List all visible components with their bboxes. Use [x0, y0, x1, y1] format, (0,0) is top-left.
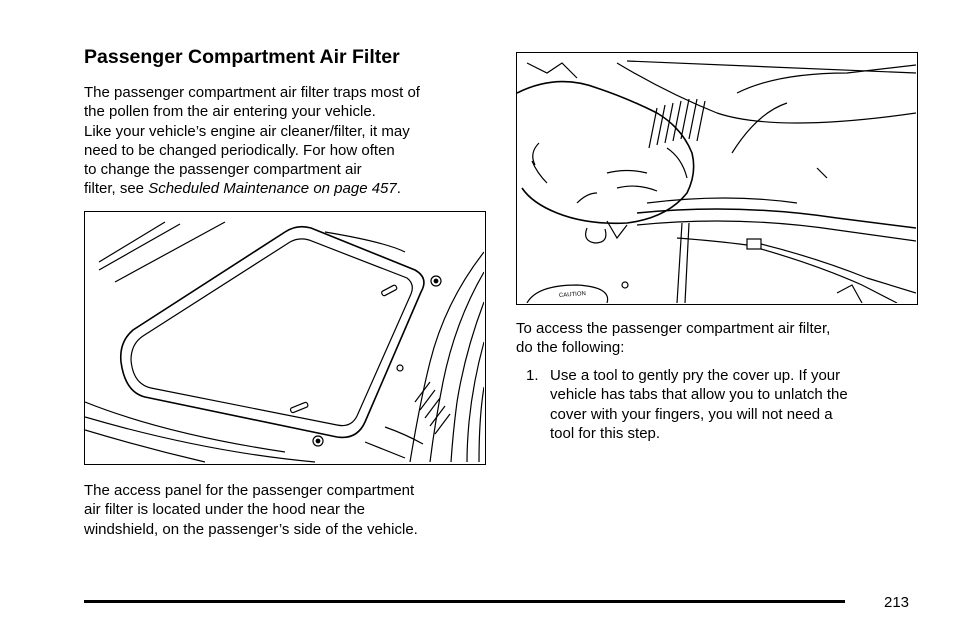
- access-intro-line: To access the passenger compartment air filter,: [516, 320, 831, 337]
- access-panel-drawing: [85, 212, 484, 463]
- intro-paragraph: [84, 83, 420, 199]
- intro-line: need to be changed periodically. For how often: [84, 141, 395, 159]
- scheduled-maintenance-reference: Scheduled Maintenance on page 457: [148, 180, 397, 198]
- access-intro-line: do the following:: [516, 339, 625, 357]
- step-item: [516, 366, 936, 443]
- step-line: Use a tool to gently pry the cover up. If your: [550, 367, 841, 384]
- panel-description-line: air filter is located under the hood near the: [84, 501, 366, 519]
- caution-label: CAUTION: [558, 291, 587, 299]
- panel-description-line: windshield, on the passenger’s side of the vehicle.: [84, 520, 418, 538]
- intro-last-suffix: .: [396, 180, 401, 198]
- panel-description-line: The access panel for the passenger compartment: [84, 482, 415, 499]
- step-line: tool for this step.: [550, 424, 661, 442]
- intro-line: to change the passenger compartment air: [84, 161, 362, 179]
- step-number: 1.: [526, 367, 539, 384]
- intro-line: the pollen from the air entering your vehicle.: [84, 103, 376, 121]
- access-panel-illustration: [84, 211, 486, 465]
- step-line: cover with your fingers, you will not need a: [550, 405, 833, 423]
- intro-line: The passenger compartment air filter traps most of: [84, 84, 420, 101]
- intro-line: Like your vehicle’s engine air cleaner/filter, it may: [84, 122, 410, 140]
- steps-list: [516, 366, 936, 443]
- intro-last-prefix: filter, see: [84, 180, 149, 198]
- footer-rule: [84, 600, 845, 603]
- pry-cover-drawing: [517, 53, 916, 303]
- step-line: vehicle has tabs that allow you to unlatch the: [550, 386, 848, 404]
- access-intro-paragraph: [516, 319, 830, 358]
- panel-description-paragraph: [84, 481, 418, 539]
- intro-line-last: [84, 179, 420, 198]
- pry-cover-illustration: [516, 52, 918, 305]
- section-heading: Passenger Compartment Air Filter: [84, 46, 400, 68]
- page-number: 213: [884, 594, 910, 611]
